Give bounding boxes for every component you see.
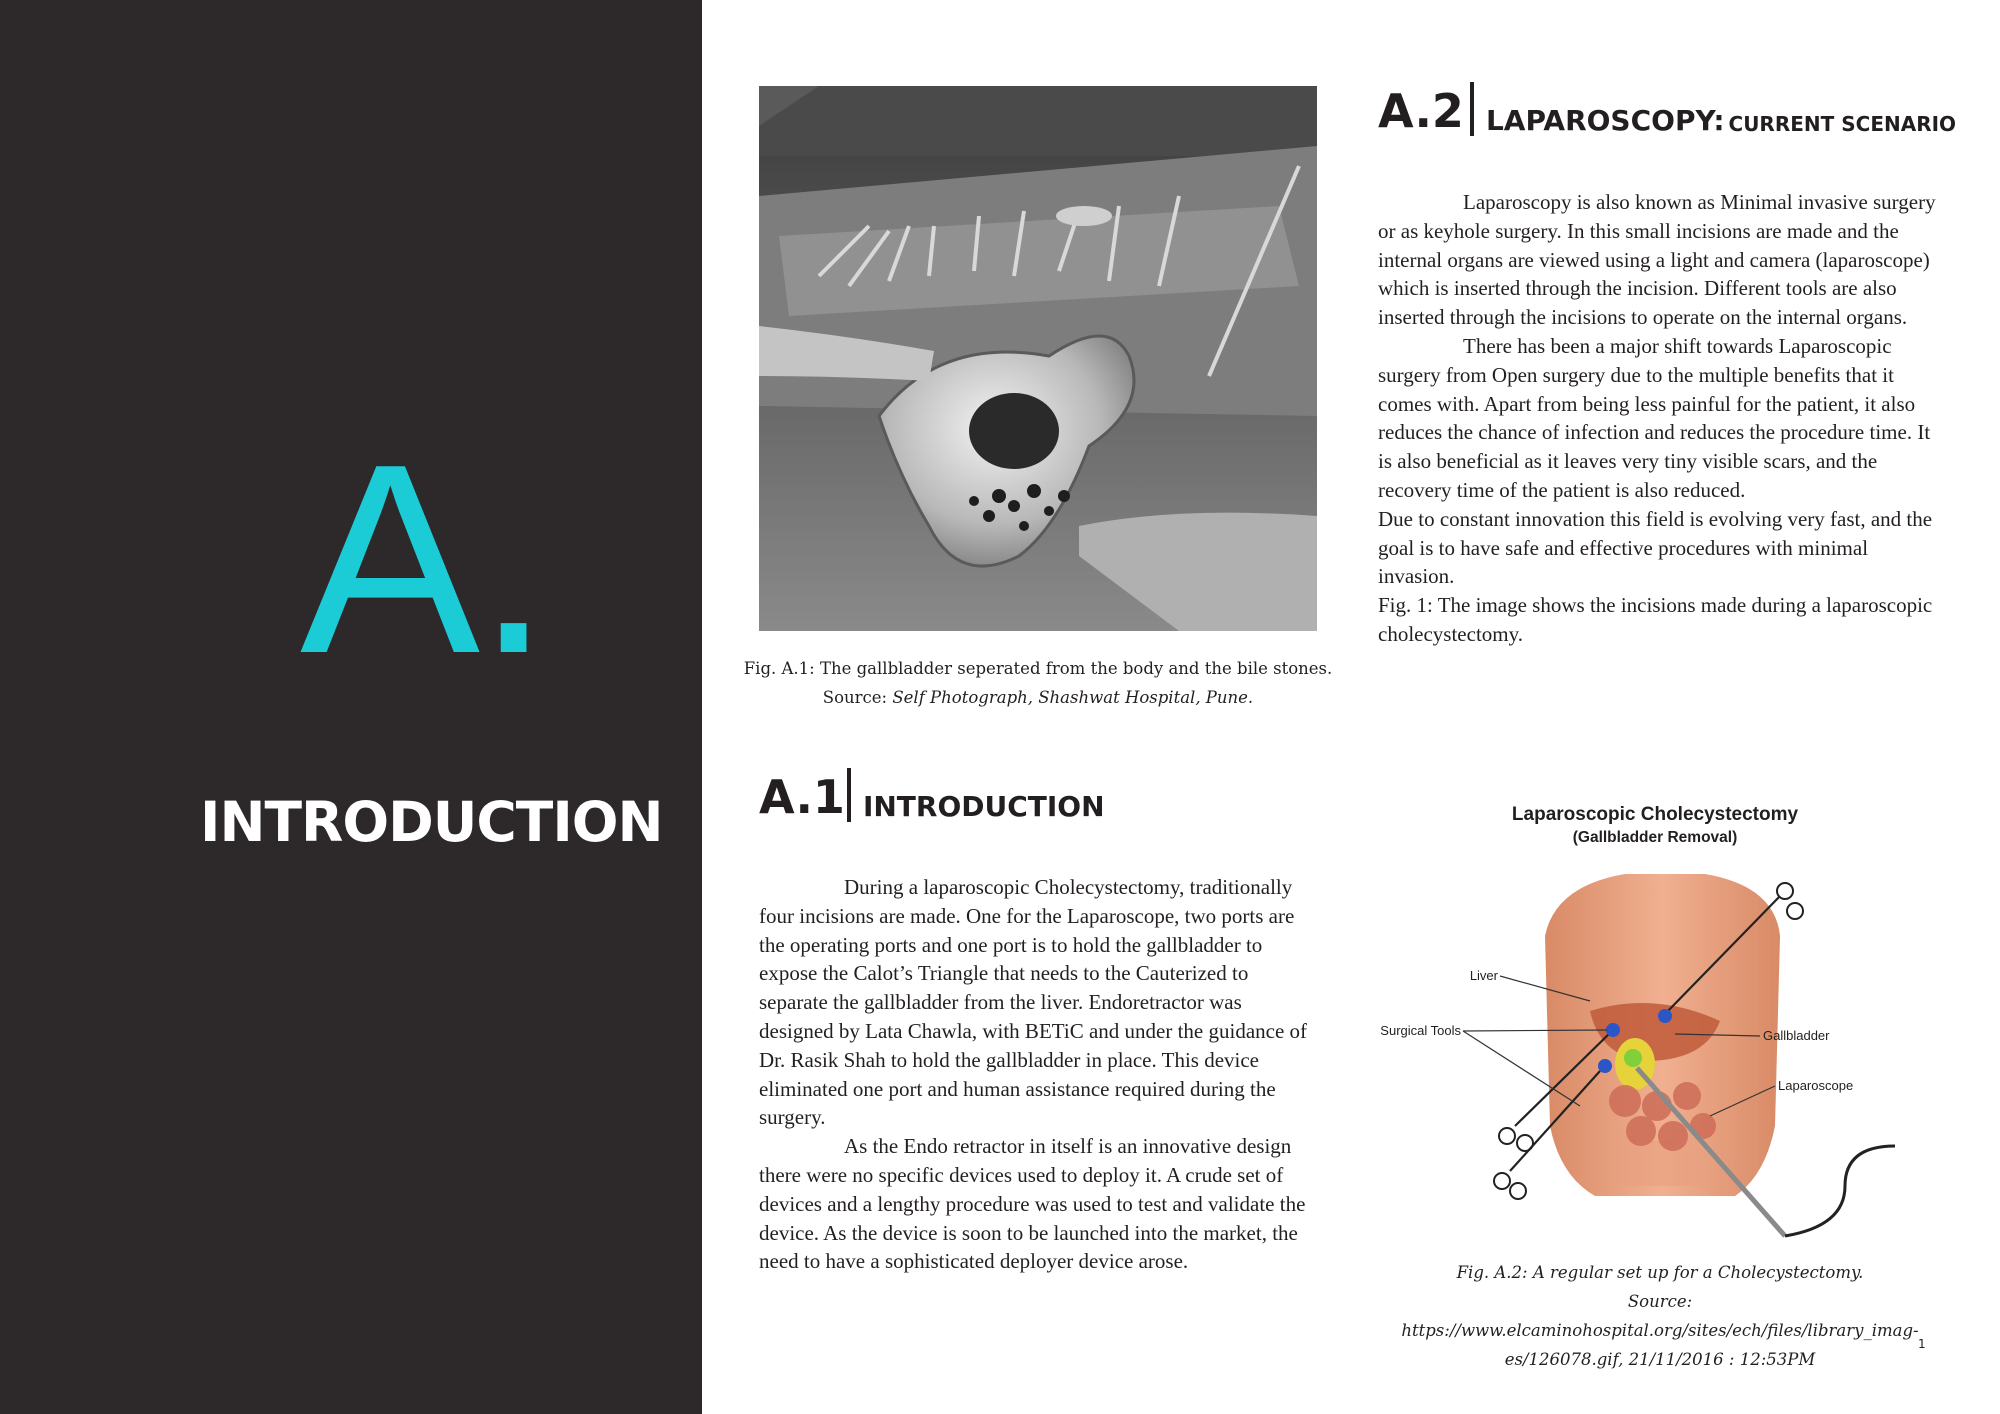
page-number: 1 [1918, 1337, 1926, 1351]
section-a2-para-1: Laparoscopy is also known as Minimal invasive surgery or as keyhole surgery. In this small incisions are made and the internal organs are viewed using a light and camera (laparoscope) which is inserted through the incision. Different tools are also inserted through the incisions to operate on the internal organs. [1378, 190, 1936, 330]
section-a2-body [1378, 188, 1938, 649]
section-a1-heading [759, 768, 1105, 822]
diagram-title: Laparoscopic Cholecystectomy [1511, 804, 1799, 825]
cholecystectomy-diagram [1375, 796, 1935, 1251]
figure-a1-source-text: Self Photograph, Shashwat Hospital, Pune. [892, 688, 1254, 707]
chapter-cover-panel [0, 0, 702, 1414]
diagram-subtitle: (Gallbladder Removal) [1572, 829, 1738, 846]
section-a1-number: A.1 [759, 770, 845, 824]
section-a2-number: A.2 [1378, 84, 1464, 138]
label-surgical-tools: Surgical Tools [1380, 1023, 1461, 1038]
section-a1-para-1: During a laparoscopic Cholecystectomy, traditionally four incisions are made. One for the Laparoscope, two ports are the operating ports and one port is to hold the gallbladder to expose the Calot’s Triangle that needs to the Cauterized to separate the gallbladder from the liver. Endoretractor was designed by Lata Chawla, with BETiC and under the guidance of Dr. Rasik Shah to hold the gallbladder in place. This device eliminated one port and human assistance required during the surgery. [759, 875, 1308, 1130]
cholecystectomy-illustration [1375, 796, 1935, 1251]
figure-a2-caption-text: Fig. A.2: A regular set up for a Cholecystectomy. [1456, 1263, 1864, 1282]
section-a1-divider [847, 768, 851, 822]
label-liver: Liver [1469, 968, 1498, 983]
figure-a1-source-label: Source: [822, 688, 893, 707]
surgery-photo-illustration [759, 86, 1317, 631]
section-a2-subtitle: CURRENT SCENARIO [1728, 112, 1957, 136]
section-a2-para-2: There has been a major shift towards Laparoscopic surgery from Open surgery due to the multiple benefits that it comes with. Apart from being less painful for the patient, it also reduces the chance of infection and reduces the procedure time. It is also beneficial as it leaves very tiny visible scars, and the recovery time of the patient is also reduced. [1378, 333, 1931, 502]
gallbladder-photo [759, 86, 1317, 631]
label-laparoscope: Laparoscope [1778, 1078, 1854, 1093]
figure-a2-caption [1380, 1258, 1940, 1374]
section-a2-divider [1470, 82, 1474, 136]
section-a1-para-2: As the Endo retractor in itself is an innovative design there were no specific devices used to deploy it. A crude set of devices and a lengthy procedure was used to test and validate the device. As the device is soon to be launched into the market, the need to have a sophisticated deployer device arose. [759, 1134, 1306, 1274]
section-a2-title: LAPAROSCOPY: [1485, 104, 1725, 137]
figure-a2-source: Source: https://www.elcaminohospital.org/sites/ech/files/library_imag-es/126078.gif, 21/11/2016 : 12:53PM [1401, 1292, 1919, 1369]
section-a2-heading [1378, 82, 1956, 136]
section-a1-title: INTRODUCTION [862, 790, 1105, 823]
section-a1-body [759, 873, 1319, 1276]
section-a2-para-3: Due to constant innovation this field is evolving very fast, and the goal is to have safe and effective procedures with minimal invasion. [1378, 506, 1933, 589]
label-gallbladder: Gallbladder [1763, 1028, 1830, 1043]
figure-a1-caption [740, 654, 1336, 712]
figure-a1-caption-text: Fig. A.1: The gallbladder seperated from the body and the bile stones. [743, 659, 1333, 678]
chapter-letter: A. [300, 409, 548, 710]
chapter-title: INTRODUCTION [200, 790, 663, 854]
section-a2-para-4: Fig. 1: The image shows the incisions made during a laparoscopic cholecystectomy. [1378, 593, 1933, 646]
figure-a1-source [740, 683, 1336, 712]
